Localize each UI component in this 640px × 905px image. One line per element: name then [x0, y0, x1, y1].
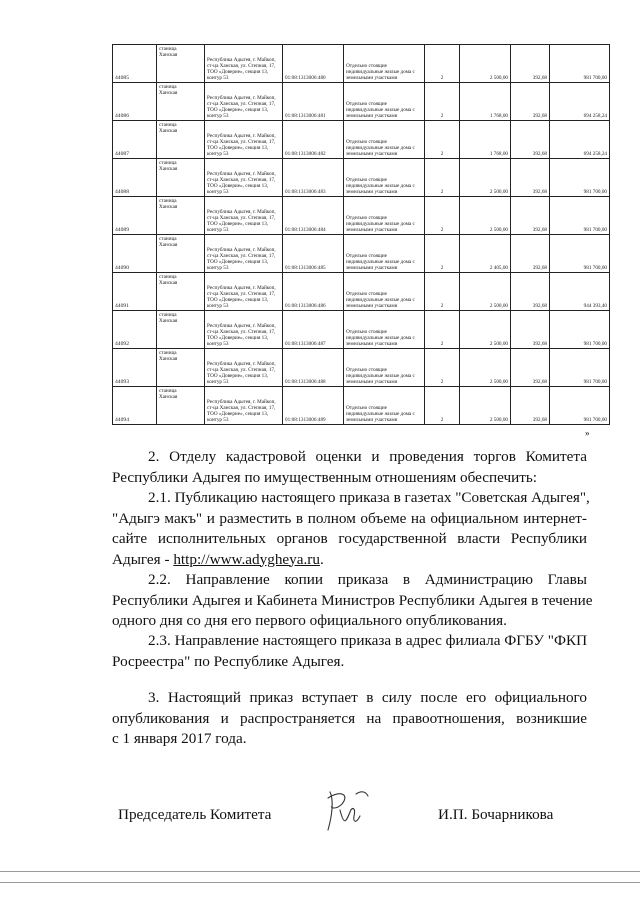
paragraph-2 — [112, 447, 587, 488]
paragraph-2-3 — [112, 631, 587, 672]
cadastral-value-cell: 944 393,40 — [550, 273, 610, 311]
paragraph-3-line-2: опубликования и распространяется на правоотношения, возникшие — [112, 709, 587, 727]
group-cell: 2 — [425, 197, 460, 235]
cadastral-number-cell: 01:08:1313006:486 — [283, 273, 344, 311]
group-cell: 2 — [425, 349, 460, 387]
location-cell — [157, 273, 205, 311]
paragraph-2-1 — [112, 488, 590, 570]
location-cell — [157, 311, 205, 349]
paragraph-3-line-1: 3. Настоящий приказ вступает в силу после его официального — [148, 689, 587, 706]
signer-position: Председатель Комитета — [118, 806, 272, 823]
group-cell: 2 — [425, 159, 460, 197]
area-cell: 2 500,00 — [460, 273, 511, 311]
rate-cell: 392,68 — [511, 235, 550, 273]
address-cell: Республика Адыгея, г. Майкоп, ст-ца Ханская, ул. Степная, 17, ТОО «Доверие», секция 13, контур 53 — [205, 45, 283, 83]
paragraph-2-1-line-4 — [112, 550, 587, 571]
area-cell: 1 768,00 — [460, 121, 511, 159]
land-use-cell: Отдельно стоящие индивидуальные жилые дома с земельными участками — [344, 45, 425, 83]
area-cell: 2 500,00 — [460, 159, 511, 197]
location-word: Ханская — [159, 204, 178, 211]
paragraph-3-line-3: с 1 января 2017 года. — [112, 730, 247, 747]
cadastral-value-cell: 981 700,00 — [550, 45, 610, 83]
paragraph-3 — [112, 688, 587, 750]
land-use-cell: Отдельно стоящие индивидуальные жилые дома с земельными участками — [344, 387, 425, 425]
group-cell: 2 — [425, 387, 460, 425]
paragraph-2-1-line-2: "Адыгэ макъ" и разместить в полном объеме на официальном интернет- — [112, 509, 587, 527]
cadastral-number-cell: 01:08:1313006:483 — [283, 159, 344, 197]
paragraph-2-line-1: 2. Отделу кадастровой оценки и проведения торгов Комитета — [148, 448, 587, 465]
location-cell — [157, 159, 205, 197]
cadastral-number-cell: 01:08:1313006:487 — [283, 311, 344, 349]
area-cell: 1 768,00 — [460, 83, 511, 121]
cadastral-value-cell: 981 700,00 — [550, 387, 610, 425]
land-use-cell: Отдельно стоящие индивидуальные жилые дома с земельными участками — [344, 121, 425, 159]
table-row — [113, 45, 610, 83]
address-cell: Республика Адыгея, г. Майкоп, ст-ца Ханская, ул. Степная, 17, ТОО «Доверие», секция 13, контур 53 — [205, 273, 283, 311]
plot-id-cell: 44087 — [113, 121, 157, 159]
period: . — [319, 550, 324, 568]
location-cell — [157, 349, 205, 387]
address-cell: Республика Адыгея, г. Майкоп, ст-ца Ханская, ул. Степная, 17, ТОО «Доверие», секция 13, контур 53 — [205, 159, 283, 197]
location-word: станица — [159, 198, 177, 204]
table-row — [113, 387, 610, 425]
table-row — [113, 197, 610, 235]
group-cell: 2 — [425, 83, 460, 121]
location-word: станица — [159, 312, 177, 318]
plot-id-cell: 44090 — [113, 235, 157, 273]
rate-cell: 392,68 — [511, 197, 550, 235]
land-use-cell: Отдельно стоящие индивидуальные жилые дома с земельными участками — [344, 83, 425, 121]
location-cell — [157, 121, 205, 159]
handwritten-signature — [316, 786, 376, 836]
plot-id-cell: 44089 — [113, 197, 157, 235]
group-cell: 2 — [425, 235, 460, 273]
location-word: станица — [159, 160, 177, 166]
land-use-cell: Отдельно стоящие индивидуальные жилые дома с земельными участками — [344, 349, 425, 387]
table-body — [113, 45, 610, 425]
location-word: Ханская — [159, 280, 178, 287]
address-cell: Республика Адыгея, г. Майкоп, ст-ца Ханская, ул. Степная, 17, ТОО «Доверие», секция 13, контур 53 — [205, 349, 283, 387]
cadastral-value-cell: 694 258,24 — [550, 83, 610, 121]
paragraph-2-2-line-2: Республики Адыгея и Кабинета Министров Республики Адыгея в течение — [112, 591, 593, 609]
plot-id-cell: 44086 — [113, 83, 157, 121]
website-link[interactable]: http://www.adygheya.ru — [173, 550, 320, 568]
cadastral-value-cell: 694 258,24 — [550, 121, 610, 159]
cadastral-value-cell: 981 700,00 — [550, 349, 610, 387]
rate-cell: 392,68 — [511, 273, 550, 311]
footer-divider-2 — [0, 882, 640, 883]
rate-cell: 392,68 — [511, 311, 550, 349]
plot-id-cell: 44093 — [113, 349, 157, 387]
table-row — [113, 121, 610, 159]
location-word: Ханская — [159, 394, 178, 401]
cadastral-value-cell: 981 700,00 — [550, 197, 610, 235]
location-cell — [157, 83, 205, 121]
address-cell: Республика Адыгея, г. Майкоп, ст-ца Ханская, ул. Степная, 17, ТОО «Доверие», секция 13, контур 53 — [205, 197, 283, 235]
rate-cell: 392,68 — [511, 83, 550, 121]
region-name: Адыгея - — [112, 550, 174, 568]
rate-cell: 392,68 — [511, 121, 550, 159]
table-row — [113, 349, 610, 387]
location-word: Ханская — [159, 356, 178, 363]
closing-quote: » — [585, 428, 590, 438]
location-word: Ханская — [159, 166, 178, 173]
area-cell: 2 500,00 — [460, 45, 511, 83]
table-row — [113, 235, 610, 273]
cadastral-number-cell: 01:08:1313006:482 — [283, 121, 344, 159]
group-cell: 2 — [425, 273, 460, 311]
paragraph-2-2 — [112, 570, 593, 632]
land-use-cell: Отдельно стоящие индивидуальные жилые дома с земельными участками — [344, 159, 425, 197]
address-cell: Республика Адыгея, г. Майкоп, ст-ца Ханская, ул. Степная, 17, ТОО «Доверие», секция 13, контур 53 — [205, 83, 283, 121]
paragraph-2-line-2: Республики Адыгея по имущественным отношениям обеспечить: — [112, 468, 538, 486]
location-word: станица — [159, 122, 177, 128]
cadastral-number-cell: 01:08:1313006:485 — [283, 235, 344, 273]
plot-id-cell: 44091 — [113, 273, 157, 311]
location-cell — [157, 45, 205, 83]
paragraph-2-3-line-1: 2.3. Направление настоящего приказа в адрес филиала ФГБУ "ФКП — [148, 632, 588, 649]
land-plots-table — [112, 44, 610, 425]
location-cell — [157, 197, 205, 235]
land-use-cell: Отдельно стоящие индивидуальные жилые дома с земельными участками — [344, 273, 425, 311]
cadastral-value-cell: 981 700,00 — [550, 235, 610, 273]
paragraph-2-1-line-3: сайте исполнительных органов государственной власти Республики — [112, 530, 587, 547]
area-cell: 2 500,00 — [460, 311, 511, 349]
cadastral-number-cell: 01:08:1313006:489 — [283, 387, 344, 425]
paragraph-2-1-line-1: 2.1. Публикацию настоящего приказа в газетах "Советская Адыгея", — [148, 489, 590, 506]
table-row — [113, 83, 610, 121]
location-word: станица — [159, 274, 177, 280]
group-cell: 2 — [425, 121, 460, 159]
location-word: станица — [159, 388, 177, 394]
cadastral-value-cell: 981 700,00 — [550, 159, 610, 197]
area-cell: 2 500,00 — [460, 197, 511, 235]
location-word: станица — [159, 350, 177, 356]
rate-cell: 392,68 — [511, 159, 550, 197]
location-word: станица — [159, 236, 177, 242]
land-use-cell: Отдельно стоящие индивидуальные жилые дома с земельными участками — [344, 311, 425, 349]
table-row — [113, 159, 610, 197]
address-cell: Республика Адыгея, г. Майкоп, ст-ца Ханская, ул. Степная, 17, ТОО «Доверие», секция 13, контур 53 — [205, 311, 283, 349]
paragraph-2-2-line-1: 2.2. Направление копии приказа в Администрацию Главы — [148, 571, 587, 588]
area-cell: 2 500,00 — [460, 387, 511, 425]
signer-name: И.П. Бочарникова — [438, 806, 554, 823]
address-cell: Республика Адыгея, г. Майкоп, ст-ца Ханская, ул. Степная, 17, ТОО «Доверие», секция 13, контур 53 — [205, 235, 283, 273]
group-cell: 2 — [425, 45, 460, 83]
cadastral-number-cell: 01:08:1313006:481 — [283, 83, 344, 121]
paragraph-2-2-line-3: одного дня со дня его первого официального опубликования. — [112, 612, 507, 629]
location-word: Ханская — [159, 242, 178, 249]
cadastral-number-cell: 01:08:1313006:480 — [283, 45, 344, 83]
area-cell: 2 405,00 — [460, 235, 511, 273]
cadastral-number-cell: 01:08:1313006:484 — [283, 197, 344, 235]
location-word: станица — [159, 46, 177, 52]
plot-id-cell: 44092 — [113, 311, 157, 349]
location-word: Ханская — [159, 90, 178, 97]
rate-cell: 392,68 — [511, 349, 550, 387]
cadastral-value-cell: 981 700,00 — [550, 311, 610, 349]
location-cell — [157, 235, 205, 273]
footer-divider-1 — [0, 871, 640, 872]
paragraph-2-3-line-2: Росреестра" по Республике Адыгея. — [112, 652, 345, 670]
location-word: Ханская — [159, 52, 178, 59]
group-cell: 2 — [425, 311, 460, 349]
area-cell: 2 500,00 — [460, 349, 511, 387]
location-word: Ханская — [159, 128, 178, 135]
plot-id-cell: 44094 — [113, 387, 157, 425]
plot-id-cell: 44085 — [113, 45, 157, 83]
rate-cell: 392,68 — [511, 45, 550, 83]
location-word: станица — [159, 84, 177, 90]
land-use-cell: Отдельно стоящие индивидуальные жилые дома с земельными участками — [344, 235, 425, 273]
address-cell: Республика Адыгея, г. Майкоп, ст-ца Ханская, ул. Степная, 17, ТОО «Доверие», секция 13, контур 53 — [205, 121, 283, 159]
rate-cell: 392,68 — [511, 387, 550, 425]
land-use-cell: Отдельно стоящие индивидуальные жилые дома с земельными участками — [344, 197, 425, 235]
table-row — [113, 273, 610, 311]
location-word: Ханская — [159, 318, 178, 325]
table-row — [113, 311, 610, 349]
address-cell: Республика Адыгея, г. Майкоп, ст-ца Ханская, ул. Степная, 17, ТОО «Доверие», секция 13, контур 53 — [205, 387, 283, 425]
plot-id-cell: 44088 — [113, 159, 157, 197]
location-cell — [157, 387, 205, 425]
cadastral-number-cell: 01:08:1313006:488 — [283, 349, 344, 387]
